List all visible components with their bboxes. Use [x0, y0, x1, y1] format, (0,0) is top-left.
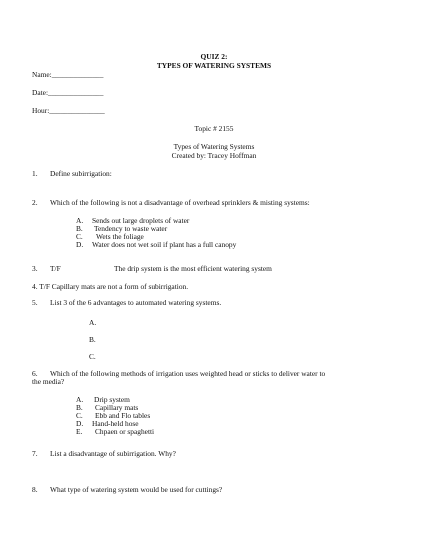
q5-answer-blank: C. [89, 352, 96, 361]
question-1-text: Define subirrigation: [50, 169, 112, 178]
q5-answer-blank: A. [89, 318, 97, 327]
question-3-number: 3. [32, 264, 38, 273]
question-8-text: What type of watering system would be used for cuttings? [50, 485, 223, 494]
question-5-text: List 3 of the 6 advantages to automated watering systems. [50, 298, 222, 307]
quiz-subtitle: TYPES OF WATERING SYSTEMS [156, 61, 272, 70]
q6-option-text: Capillary mats [95, 403, 139, 412]
q2-option-letter: C. [76, 232, 83, 241]
question-2-number: 2. [32, 198, 38, 207]
q2-option-text: Water does not wet soil if plant has a full canopy [92, 240, 237, 249]
q6-option-text: Hand-held hose [92, 419, 139, 428]
q6-option-text: Drip system [94, 395, 130, 404]
q6-option-text: Chpaen or spaghetti [95, 427, 155, 436]
q6-option-letter: A. [76, 395, 84, 404]
question-6-number: 6. [32, 369, 38, 378]
question-7-text: List a disadvantage of subirrigation. Why? [50, 449, 176, 458]
topic-title: Types of Watering Systems [173, 142, 255, 151]
question-8-number: 8. [32, 485, 38, 494]
name-field: Name:______________ [32, 70, 104, 79]
q2-option-letter: B. [76, 224, 83, 233]
q2-option-text: Tendency to waste water [94, 224, 168, 233]
q6-option-letter: B. [76, 403, 83, 412]
quiz-title: QUIZ 2: [200, 52, 228, 61]
question-5-number: 5. [32, 298, 38, 307]
hour-field: Hour:_______________ [32, 106, 105, 115]
q2-option-text: Sends out large droplets of water [92, 216, 190, 225]
topic-number: Topic # 2155 [194, 124, 234, 133]
q2-option-text: Wets the foliage [96, 232, 144, 241]
question-7-number: 7. [32, 449, 38, 458]
question-3-tf: T/F [50, 264, 61, 273]
q6-option-text: Ebb and Flo tables [95, 411, 151, 420]
question-1-number: 1. [32, 169, 38, 178]
q6-option-letter: C. [76, 411, 83, 420]
q2-option-letter: D. [76, 240, 84, 249]
q6-option-letter: D. [76, 419, 84, 428]
question-2-text: Which of the following is not a disadvantage of overhead sprinklers & misting systems: [50, 198, 310, 207]
date-field: Date:_______________ [32, 88, 104, 97]
question-6-text-cont: the media? [32, 377, 65, 386]
q5-answer-blank: B. [89, 335, 96, 344]
question-3-text: The drip system is the most efficient watering system [114, 264, 272, 273]
question-6-text: Which of the following methods of irrigation uses weighted head or sticks to deliver water to [50, 369, 326, 378]
topic-author: Created by: Tracey Hoffman [171, 151, 257, 160]
question-4-text: 4. T/F Capillary mats are not a form of subirrigation. [32, 282, 189, 291]
q6-option-letter: E. [76, 427, 83, 436]
q2-option-letter: A. [76, 216, 84, 225]
